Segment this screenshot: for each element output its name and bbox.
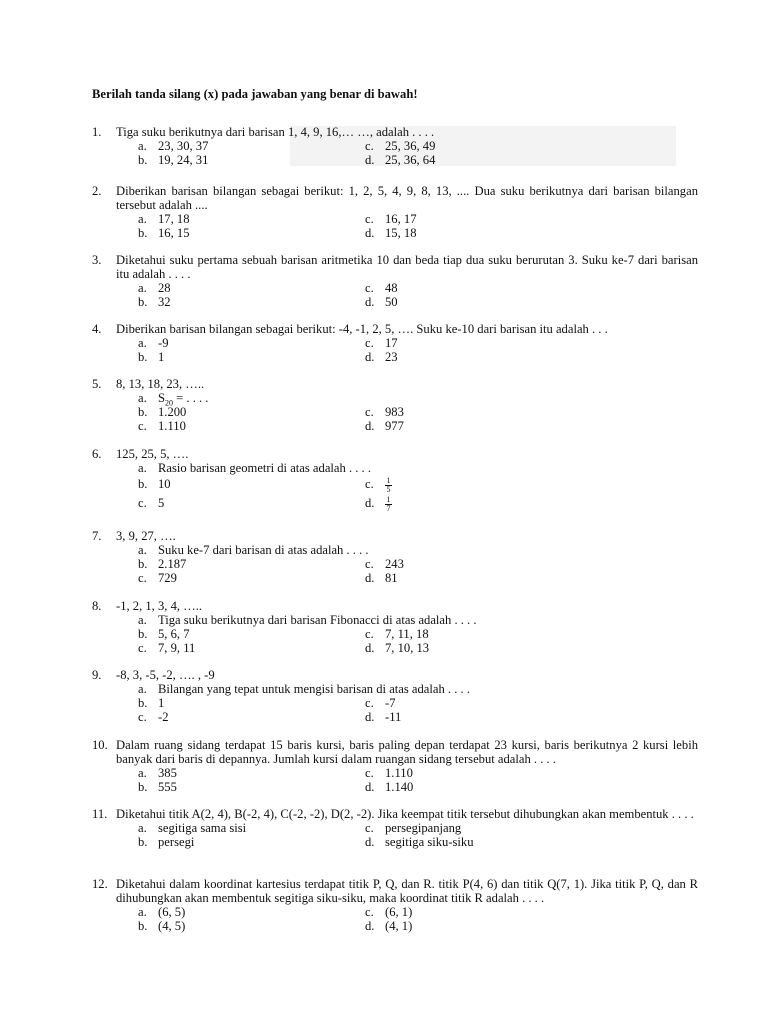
- question-text: Tiga suku berikutnya dari barisan 1, 4, 9, 16,… …, adalah . . . .: [116, 125, 435, 139]
- option-c[interactable]: persegipanjang: [385, 821, 462, 835]
- question-number: 10.: [92, 738, 108, 752]
- option-b[interactable]: 1: [158, 350, 165, 364]
- question-number: 8.: [92, 599, 102, 613]
- option-label: b.: [138, 226, 148, 240]
- option-b[interactable]: 1.200: [158, 405, 187, 419]
- question-6: [92, 447, 698, 513]
- option-c[interactable]: (6, 1): [385, 905, 413, 919]
- question-text: Diketahui titik A(2, 4), B(-2, 4), C(-2, -2), D(2, -2). Jika keempat titik tersebut dihubungkan akan membentuk . . . .: [116, 807, 694, 821]
- question-number: 2.: [92, 184, 102, 198]
- option-d[interactable]: 23: [385, 350, 398, 364]
- option-label: d.: [365, 780, 375, 794]
- question-number: 5.: [92, 377, 102, 391]
- option-label: d.: [365, 295, 375, 309]
- option-label: d.: [365, 919, 375, 933]
- question-1: [92, 125, 698, 167]
- option-a[interactable]: 28: [158, 281, 171, 295]
- option-label: d.: [365, 153, 375, 167]
- option-label: c.: [365, 557, 374, 571]
- option-d[interactable]: 81: [385, 571, 398, 585]
- option-b[interactable]: 555: [158, 780, 177, 794]
- option-c[interactable]: 243: [385, 557, 404, 571]
- option-label: a.: [138, 336, 147, 350]
- option-c[interactable]: 7, 9, 11: [158, 641, 196, 655]
- option-label: c.: [365, 477, 374, 491]
- option-label: a.: [138, 613, 147, 627]
- option-b[interactable]: 16, 15: [158, 226, 190, 240]
- question-number: 4.: [92, 322, 102, 336]
- question-11: [92, 807, 698, 849]
- option-a[interactable]: segitiga sama sisi: [158, 821, 247, 835]
- option-b[interactable]: 5, 6, 7: [158, 627, 190, 641]
- option-label: b.: [138, 295, 148, 309]
- option-label: a.: [138, 905, 147, 919]
- option-label: b.: [138, 350, 148, 364]
- option-c[interactable]: -7: [385, 696, 396, 710]
- question-text: Diketahui dalam koordinat kartesius terdapat titik P, Q, dan R. titik P(4, 6) dan titik Q(7, 1). Jika titik P, Q, dan R dihubungkan akan membentuk segitiga siku-siku, maka koordinat titik R adalah . . . .: [116, 877, 698, 905]
- question-5: [92, 377, 698, 433]
- option-label: a.: [138, 766, 147, 780]
- option-d[interactable]: 1.140: [385, 780, 414, 794]
- option-a[interactable]: 385: [158, 766, 177, 780]
- option-c[interactable]: 729: [158, 571, 177, 585]
- option-label: d.: [365, 419, 375, 433]
- question-number: 1.: [92, 125, 102, 139]
- option-c[interactable]: 1.110: [158, 419, 186, 433]
- option-label: a.: [138, 139, 147, 153]
- option-b[interactable]: (4, 5): [158, 919, 186, 933]
- question-text: -1, 2, 1, 3, 4, …..: [116, 599, 203, 613]
- option-label: d.: [365, 350, 375, 364]
- question-text: 125, 25, 5, ….: [116, 447, 189, 461]
- option-c[interactable]: 48: [385, 281, 398, 295]
- option-label: a.: [138, 461, 147, 475]
- option-label: d.: [365, 835, 375, 849]
- option-c[interactable]: 5: [158, 496, 165, 510]
- question-text: 8, 13, 18, 23, …..: [116, 377, 205, 391]
- option-c[interactable]: 16, 17: [385, 212, 417, 226]
- option-d[interactable]: 7, 10, 13: [385, 641, 430, 655]
- question-text: Diberikan barisan bilangan sebagai berikut: -4, -1, 2, 5, …. Suku ke-10 dari barisan itu adalah . . .: [116, 322, 608, 336]
- option-label: c.: [365, 696, 374, 710]
- option-label: c.: [365, 139, 374, 153]
- option-b[interactable]: persegi: [158, 835, 195, 849]
- option-c[interactable]: 25, 36, 49: [385, 139, 436, 153]
- question-number: 3.: [92, 253, 102, 267]
- option-label: b.: [138, 153, 148, 167]
- option-a[interactable]: 23, 30, 37: [158, 139, 209, 153]
- option-d[interactable]: [385, 494, 392, 513]
- option-c[interactable]: [385, 475, 392, 494]
- option-label: d.: [365, 226, 375, 240]
- question-text: 3, 9, 27, ….: [116, 529, 176, 543]
- option-c[interactable]: 1.110: [385, 766, 413, 780]
- question-text: Diberikan barisan bilangan sebagai berikut: 1, 2, 5, 4, 9, 8, 13, .... Dua suku berikutnya dari barisan bilangan tersebut adalah ....: [116, 184, 698, 212]
- option-c[interactable]: 7, 11, 18: [385, 627, 429, 641]
- option-label: b.: [138, 919, 148, 933]
- question-number: 7.: [92, 529, 102, 543]
- question-9: [92, 668, 698, 724]
- option-d[interactable]: -11: [385, 710, 402, 724]
- option-label: a.: [138, 391, 147, 405]
- option-d[interactable]: segitiga siku-siku: [385, 835, 474, 849]
- option-a[interactable]: $S_{20}$ = . . . .: [158, 391, 209, 408]
- option-b[interactable]: 2.187: [158, 557, 187, 571]
- option-label: a.: [138, 821, 147, 835]
- option-label: c.: [138, 571, 147, 585]
- option-label: a.: [138, 212, 147, 226]
- option-label: a.: [138, 281, 147, 295]
- option-label: b.: [138, 696, 148, 710]
- option-c[interactable]: 17: [385, 336, 398, 350]
- option-label: d.: [365, 571, 375, 585]
- option-label: c.: [365, 212, 374, 226]
- question-number: 11.: [92, 807, 108, 821]
- option-label: c.: [365, 905, 374, 919]
- question-number: 12.: [92, 877, 108, 891]
- option-label: b.: [138, 627, 148, 641]
- option-a[interactable]: Bilangan yang tepat untuk mengisi barisan di atas adalah . . . .: [158, 682, 470, 696]
- question-7: [92, 529, 698, 585]
- question-3: [92, 253, 698, 309]
- question-text: Diketahui suku pertama sebuah barisan aritmetika 10 dan beda tiap dua suku berurutan 3. Suku ke-7 dari barisan itu adalah . . . .: [116, 253, 698, 281]
- question-2: [92, 184, 698, 240]
- option-label: b.: [138, 477, 148, 491]
- option-d[interactable]: (4, 1): [385, 919, 413, 933]
- option-a[interactable]: (6, 5): [158, 905, 186, 919]
- option-b[interactable]: 32: [158, 295, 171, 309]
- question-12: [92, 877, 698, 933]
- option-a[interactable]: Rasio barisan geometri di atas adalah . . . .: [158, 461, 371, 475]
- option-label: b.: [138, 405, 148, 419]
- fraction: $\frac{1}{7}$: [386, 494, 391, 513]
- option-c[interactable]: -2: [158, 710, 169, 724]
- option-d[interactable]: 25, 36, 64: [385, 153, 436, 167]
- option-label: c.: [365, 405, 374, 419]
- option-d[interactable]: 50: [385, 295, 398, 309]
- option-label: c.: [365, 281, 374, 295]
- option-a[interactable]: Tiga suku berikutnya dari barisan Fibonacci di atas adalah . . . .: [158, 613, 477, 627]
- question-number: 9.: [92, 668, 102, 682]
- option-d[interactable]: 977: [385, 419, 404, 433]
- option-label: c.: [138, 496, 147, 510]
- option-label: c.: [138, 710, 147, 724]
- option-label: b.: [138, 835, 148, 849]
- option-label: c.: [138, 641, 147, 655]
- option-label: c.: [365, 821, 374, 835]
- option-label: d.: [365, 710, 375, 724]
- option-label: a.: [138, 682, 147, 696]
- option-b[interactable]: 10: [158, 477, 171, 491]
- option-label: c.: [365, 627, 374, 641]
- option-label: d.: [365, 641, 375, 655]
- option-a[interactable]: 17, 18: [158, 212, 190, 226]
- question-number: 6.: [92, 447, 102, 461]
- fraction: $\frac{1}{5}$: [386, 475, 391, 494]
- option-label: c.: [138, 419, 147, 433]
- option-label: b.: [138, 557, 148, 571]
- option-label: b.: [138, 780, 148, 794]
- option-label: a.: [138, 543, 147, 557]
- question-4: [92, 322, 698, 364]
- question-text: -8, 3, -5, -2, …. , -9: [116, 668, 215, 682]
- instructions-title: Berilah tanda silang (x) pada jawaban yang benar di bawah!: [92, 87, 418, 101]
- option-b[interactable]: 19, 24, 31: [158, 153, 209, 167]
- option-b[interactable]: 1: [158, 696, 165, 710]
- option-label: d.: [365, 496, 375, 510]
- option-a[interactable]: -9: [158, 336, 169, 350]
- option-label: c.: [365, 766, 374, 780]
- option-d[interactable]: 15, 18: [385, 226, 417, 240]
- option-a[interactable]: Suku ke-7 dari barisan di atas adalah . . . .: [158, 543, 369, 557]
- question-8: [92, 599, 698, 655]
- question-text: Dalam ruang sidang terdapat 15 baris kursi, baris paling depan terdapat 23 kursi, baris berikutnya 2 kursi lebih banyak dari baris di depannya. Jumlah kursi dalam ruangan sidang tersebut adalah . . . .: [116, 738, 698, 766]
- question-10: [92, 738, 698, 794]
- option-label: c.: [365, 336, 374, 350]
- option-c[interactable]: 983: [385, 405, 404, 419]
